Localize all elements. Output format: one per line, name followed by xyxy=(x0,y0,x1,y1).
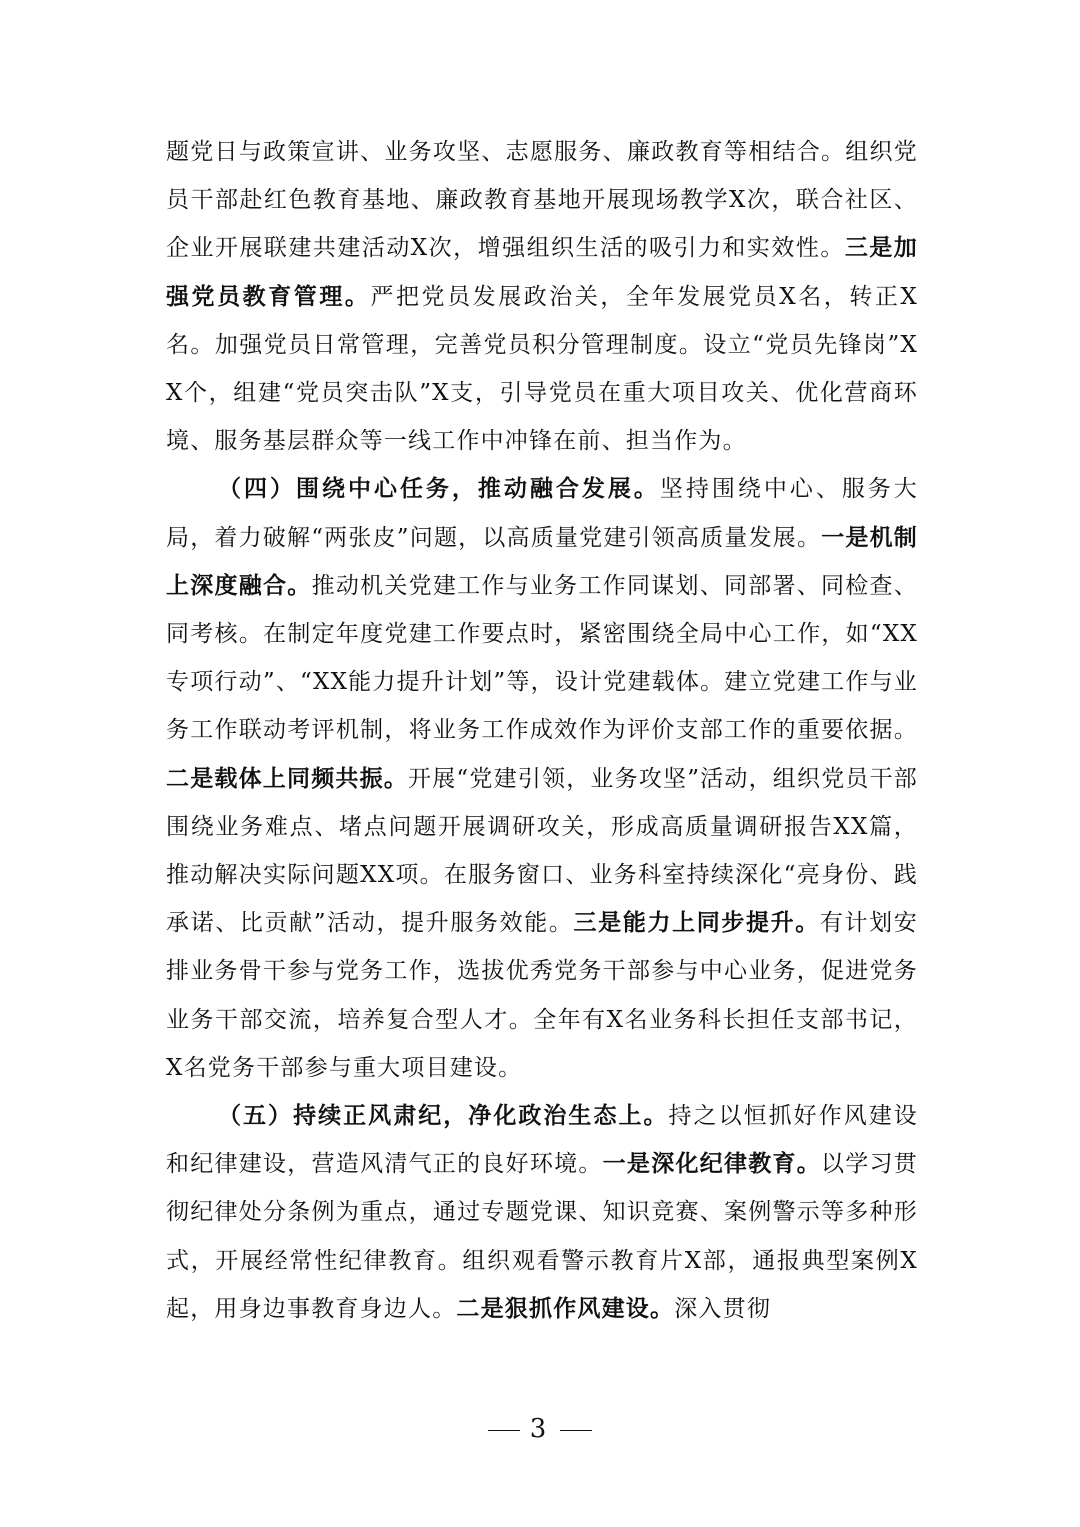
bold-heading-text: 三是加强党员教育管理。 xyxy=(166,234,918,310)
bold-heading-text: 一是机制上深度融合。 xyxy=(166,523,918,599)
page-footer xyxy=(0,1414,1080,1444)
footer-dash-left xyxy=(488,1430,520,1431)
body-text: 深入贯彻 xyxy=(674,1295,772,1322)
body-text: 坚持围绕中心、服务大局，着力破解“两张皮”问题，以高质量党建引领高质量发展。 xyxy=(166,476,919,551)
body-paragraph xyxy=(166,465,918,1092)
body-text: 推动机关党建工作与业务工作同谋划、同部署、同检查、同考核。在制定年度党建工作要点时，紧密围绕全局中心工作，如“XX专项行动”、“XX能力提升计划”等，设计党建载体。建立党建工作与业务工作联动考评机制，将业务工作成效作为评价支部工作的重要依据。 xyxy=(166,572,918,744)
footer-dash-right xyxy=(560,1430,592,1431)
body-text: 严把党员发展政治关，全年发展党员X名，转正X名。加强党员日常管理，完善党员积分管理制度。设立“党员先锋岗”XX个，组建“党员突击队”X支，引导党员在重大项目攻关、优化营商环境、服务基层群众等一线工作中冲锋在前、担当作为。 xyxy=(166,283,918,455)
body-text: 有计划安排业务骨干参与党务工作，选拔优秀党务干部参与中心业务，促进党务业务干部交流，培养复合型人才。全年有X名业务科长担任支部书记，X名党务干部参与重大项目建设。 xyxy=(166,910,918,1081)
body-paragraph xyxy=(166,1092,918,1333)
bold-heading-text: 一是深化纪律教育。 xyxy=(602,1150,822,1178)
bold-heading-text: （四）围绕中心任务，推动融合发展。 xyxy=(218,475,660,503)
bold-heading-text: （五）持续正风肃纪，净化政治生态上。 xyxy=(218,1102,669,1130)
page-number: 3 xyxy=(529,1414,551,1444)
body-text: 开展“党建引领，业务攻坚”活动，组织党员干部围绕业务难点、堵点问题开展调研攻关，形成高质量调研报告XX篇，推动解决实际问题XX项。在服务窗口、业务科室持续深化“亮身份、践承诺、比贡献”活动，提升服务效能。 xyxy=(166,765,919,937)
body-text: 以学习贯彻纪律处分条例为重点，通过专题党课、知识竞赛、案例警示等多种形式，开展经常性纪律教育。组织观看警示教育片X部，通报典型案例X起，用身边事教育身边人。 xyxy=(166,1151,918,1322)
bold-heading-text: 三是能力上同步提升。 xyxy=(573,909,820,937)
bold-heading-text: 二是载体上同频共振。 xyxy=(166,764,409,792)
body-text: 题党日与政策宣讲、业务攻坚、志愿服务、廉政教育等相结合。组织党员干部赴红色教育基地、廉政教育基地开展现场教学X次，联合社区、企业开展联建共建活动X次，增强组织生活的吸引力和实效性。 xyxy=(166,139,918,262)
document-body xyxy=(166,128,918,1333)
body-paragraph xyxy=(166,128,918,465)
body-text: 持之以恒抓好作风建设和纪律建设，营造风清气正的良好环境。 xyxy=(166,1103,918,1178)
bold-heading-text: 二是狠抓作风建设。 xyxy=(456,1294,675,1322)
